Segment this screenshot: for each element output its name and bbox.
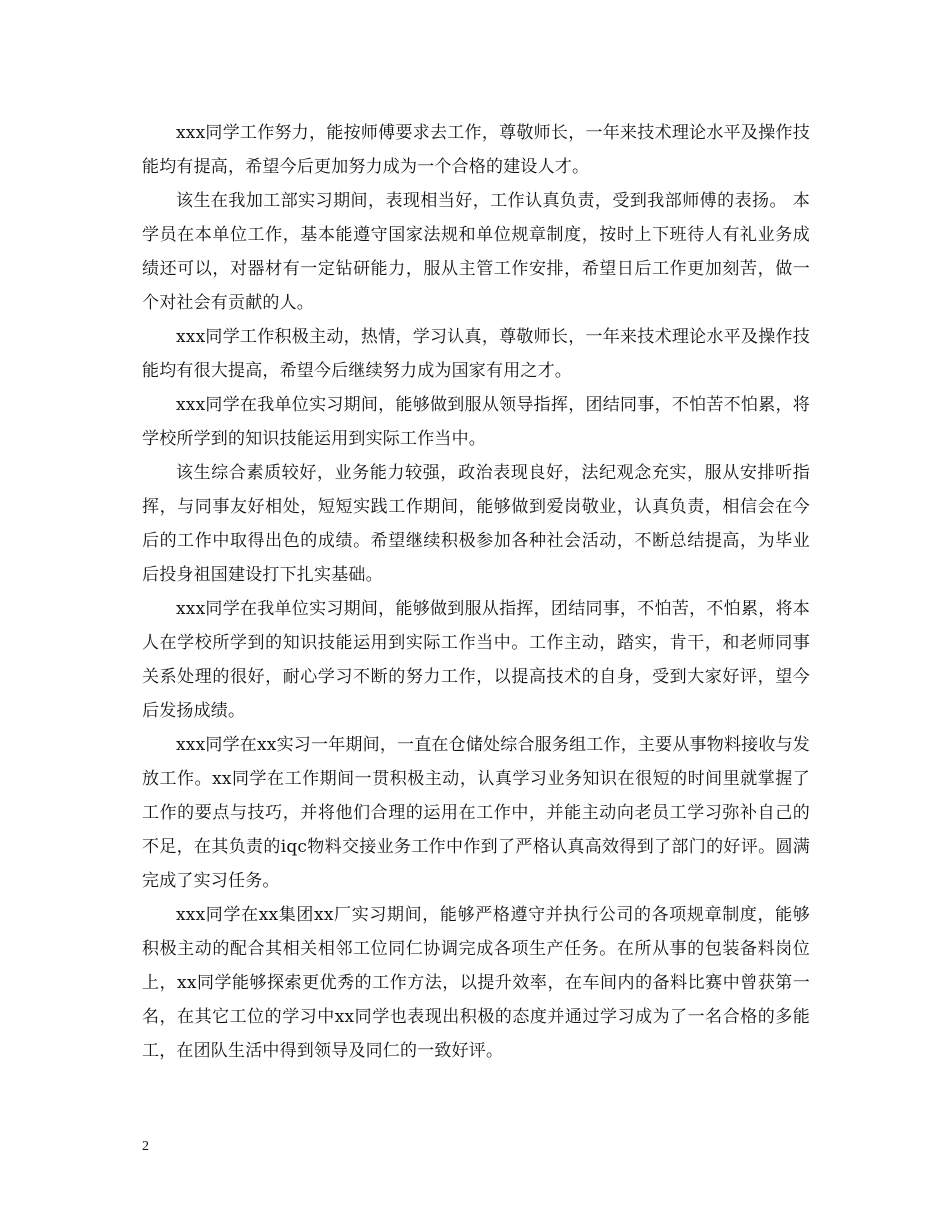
paragraph: xxx同学在xx集团xx厂实习期间，能够严格遵守并执行公司的各项规章制度，能够积极主动的配合其相关相邻工位同仁协调完成各项生产任务。在所从事的包装备料岗位上，xx同学能够探索更优秀的工作方法，以提升效率，在车间内的备料比赛中曾获第一名，在其它工位的学习中xx同学也表现出积极的态度并通过学习成为了一名合格的多能工，在团队生活中得到领导及同仁的一致好评。 (142, 905, 810, 1061)
paragraph: xxx同学在我单位实习期间，能够做到服从指挥，团结同事，不怕苦，不怕累，将本人在学校所学到的知识技能运用到实际工作当中。工作主动，踏实，肯干，和老师同事关系处理的很好，耐心学习不断的努力工作，以提高技术的自身，受到大家好评，望今后发扬成绩。 (142, 599, 810, 721)
paragraph: xxx同学在我单位实习期间，能够做到服从领导指挥，团结同事，不怕苦不怕累，将学校所学到的知识技能运用到实际工作当中。 (142, 395, 810, 449)
document-body (142, 116, 810, 1068)
paragraph: 该生在我加工部实习期间，表现相当好，工作认真负责，受到我部师傅的表扬。 本学员在本单位工作，基本能遵守国家法规和单位规章制度，按时上下班待人有礼业务成绩还可以，对器材有一定钻研能力，服从主管工作安排，希望日后工作更加刻苦，做一个对社会有贡献的人。 (142, 191, 810, 313)
paragraph: 该生综合素质较好，业务能力较强，政治表现良好，法纪观念充实，服从安排听指挥，与同事友好相处，短短实践工作期间，能够做到爱岗敬业，认真负责，相信会在今后的工作中取得出色的成绩。希望继续积极参加各种社会活动，不断总结提高，为毕业后投身祖国建设打下扎实基础。 (142, 463, 810, 585)
page-number: 2 (142, 1139, 149, 1154)
paragraph: xxx同学工作努力，能按师傅要求去工作，尊敬师长，一年来技术理论水平及操作技能均有提高，希望今后更加努力成为一个合格的建设人才。 (142, 123, 810, 177)
paragraph: xxx同学在xx实习一年期间，一直在仓储处综合服务组工作，主要从事物料接收与发放工作。xx同学在工作期间一贯积极主动，认真学习业务知识在很短的时间里就掌握了工作的要点与技巧，并将他们合理的运用在工作中，并能主动向老员工学习弥补自己的不足，在其负责的iqc物料交接业务工作中作到了严格认真高效得到了部门的好评。圆满完成了实习任务。 (142, 735, 810, 891)
paragraph: xxx同学工作积极主动，热情，学习认真，尊敬师长，一年来技术理论水平及操作技能均有很大提高，希望今后继续努力成为国家有用之才。 (142, 327, 810, 381)
